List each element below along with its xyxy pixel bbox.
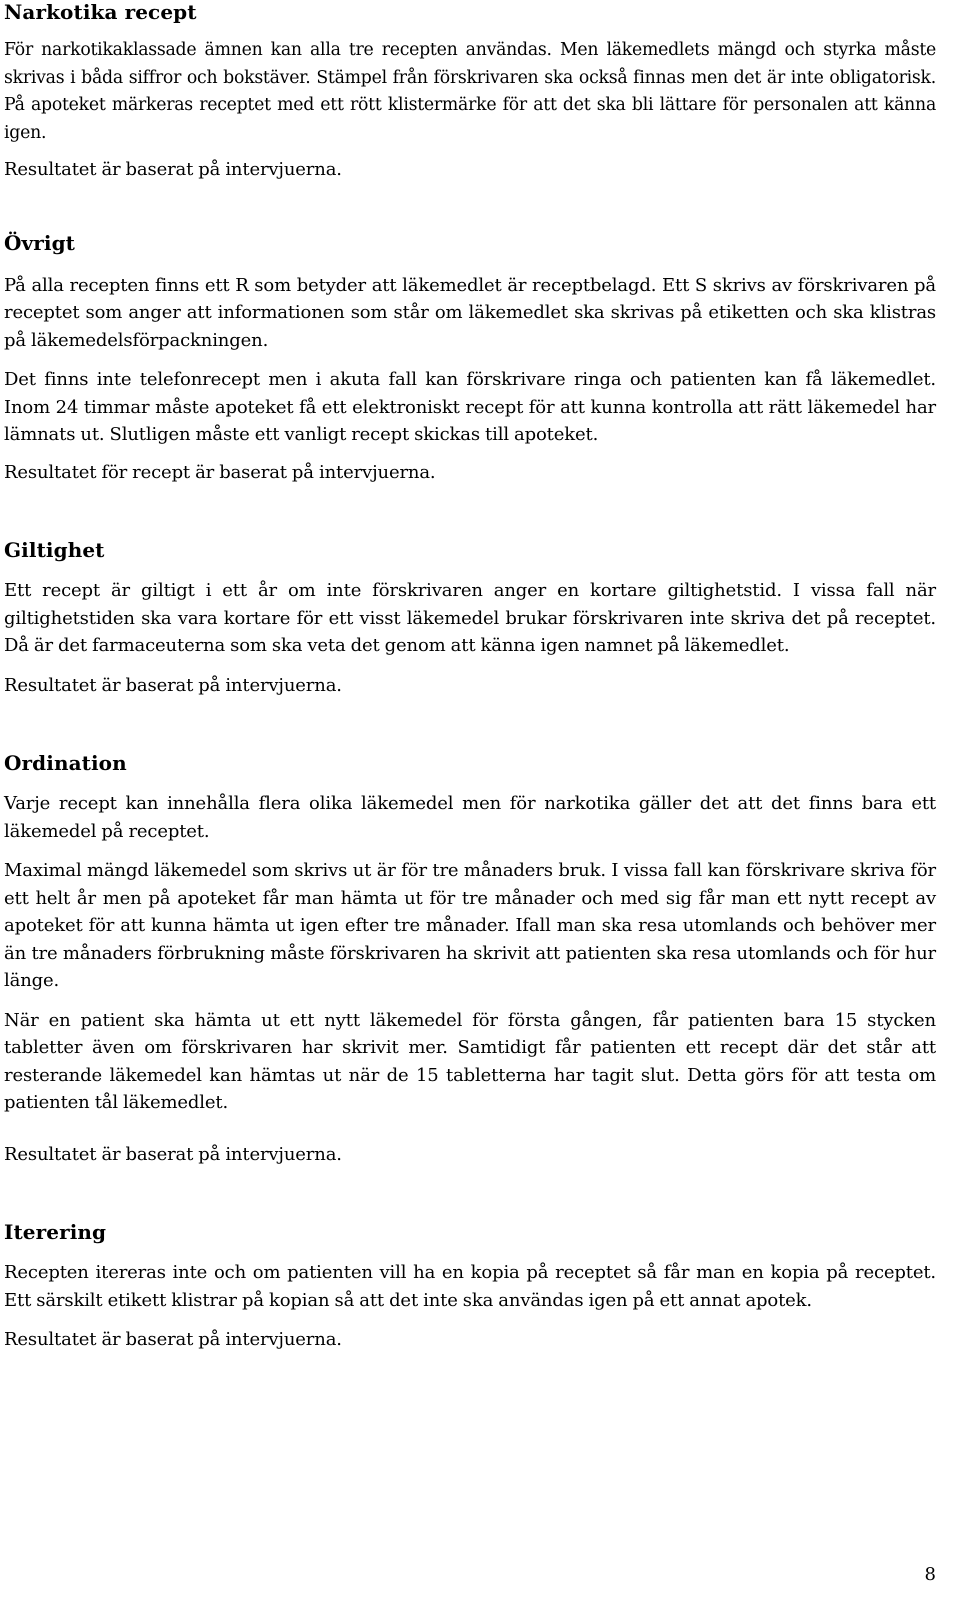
section-heading: Ordination bbox=[4, 751, 127, 775]
section-narkotika-recept bbox=[4, 0, 936, 184]
paragraph: Recepten itereras inte och om patienten vill ha en kopia på receptet så får man en kopia på receptet. Ett särskilt etikett klistrar på kopian så att det inte ska användas igen på ett annat apotek. bbox=[4, 1262, 936, 1311]
paragraph: Varje recept kan innehålla flera olika läkemedel men för narkotika gäller det att det finns bara ett läkemedel på receptet. bbox=[4, 793, 936, 842]
section-heading: Iterering bbox=[4, 1220, 107, 1244]
paragraph-source-note: Resultatet är baserat på intervjuerna. bbox=[4, 159, 342, 180]
paragraph: När en patient ska hämta ut ett nytt läkemedel för första gången, får patienten bara 15 stycken tabletter även om förskrivaren har skrivit mer. Samtidigt får patienten ett recept där det står att resterande läkemedel kan hämtas ut när de 15 tabletterna har tagit slut. Detta görs för att testa om patienten tål läkemedlet. bbox=[4, 1009, 936, 1113]
paragraph-source-note: Resultatet för recept är baserat på intervjuerna. bbox=[4, 461, 436, 483]
page-number: 8 bbox=[924, 1564, 936, 1585]
section-heading: Narkotika recept bbox=[4, 0, 197, 24]
section-heading: Giltighet bbox=[4, 538, 105, 562]
section-giltighet bbox=[4, 537, 936, 699]
paragraph: På alla recepten finns ett R som betyder att läkemedlet är receptbelagd. Ett S skrivs av förskrivaren på receptet som anger att informationen som står om läkemedlet ska skrivas på etiketten och ska klistras på läkemedelsförpackningen. bbox=[4, 274, 936, 351]
section-heading: Övrigt bbox=[4, 230, 76, 255]
document-page bbox=[4, 0, 936, 1354]
paragraph: Maximal mängd läkemedel som skrivs ut är för tre månaders bruk. I vissa fall kan förskrivare skriva för ett helt år men på apoteket får man hämta ut för tre månader och med sig får man ett nytt recept av apoteket för att kunna hämta ut igen efter tre månader. Ifall man ska resa utomlands och behöver mer än tre månaders förbrukning måste förskrivaren ha skrivit att patienten ska resa utomlands och för hur länge. bbox=[4, 860, 936, 991]
paragraph-source-note: Resultatet är baserat på intervjuerna. bbox=[4, 1329, 342, 1350]
paragraph-source-note: Resultatet är baserat på intervjuerna. bbox=[4, 1143, 342, 1165]
paragraph: För narkotikaklassade ämnen kan alla tre recepten användas. Men läkemedlets mängd och styrka måste skrivas i båda siffror och bokstäver. Stämpel från förskrivaren ska också finnas men det är inte obligatorisk. På apoteket märkeras receptet med ett rött klistermärke för att det ska bli lättare för personalen att känna igen. bbox=[4, 40, 936, 143]
section-iterering bbox=[4, 1219, 936, 1354]
paragraph: Det finns inte telefonrecept men i akuta fall kan förskrivare ringa och patienten kan få läkemedlet. Inom 24 timmar måste apoteket få ett elektroniskt recept för att kunna kontrolla att rätt läkemedel har lämnats ut. Slutligen måste ett vanligt recept skickas till apoteket. bbox=[4, 369, 936, 445]
section-ordination bbox=[4, 750, 936, 1168]
section-ovrigt bbox=[4, 230, 936, 487]
paragraph: Ett recept är giltigt i ett år om inte förskrivaren anger en kortare giltighetstid. I vissa fall när giltighetstiden ska vara kortare för ett visst läkemedel brukar förskrivaren inte skriva det på receptet. Då är det farmaceuterna som ska veta det genom att känna igen namnet på läkemedlet. bbox=[4, 580, 936, 656]
paragraph-source-note: Resultatet är baserat på intervjuerna. bbox=[4, 674, 342, 696]
